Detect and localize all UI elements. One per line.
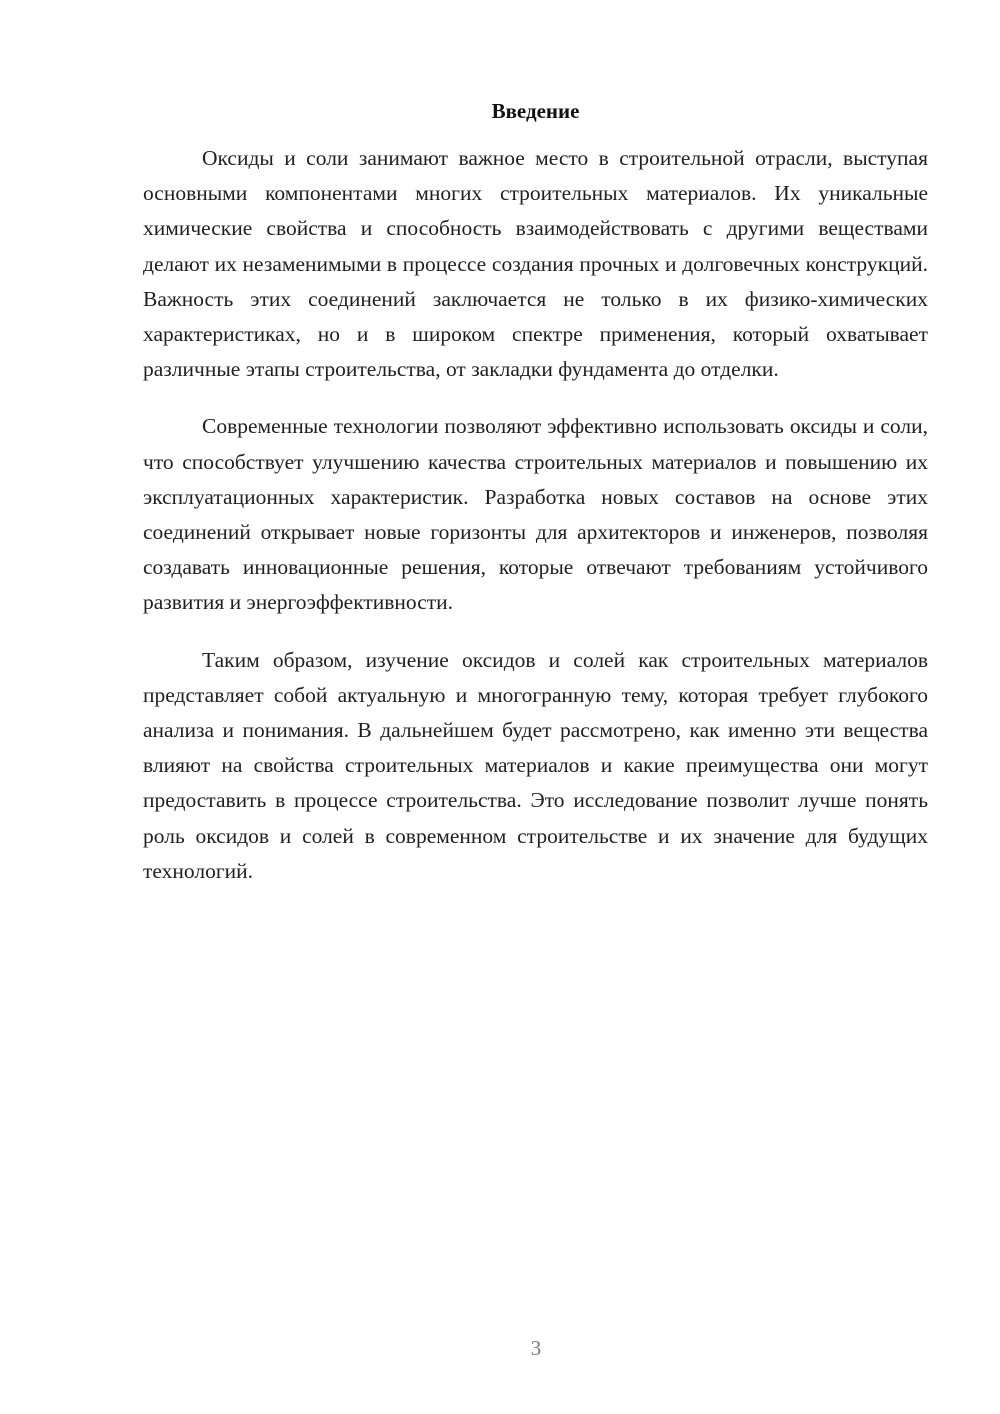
paragraph-3: Таким образом, изучение оксидов и солей как строительных материалов представляет собой актуальную и многогранную тему, которая требует глубокого анализа и понимания. В дальнейшем будет рассмотрено, как именно эти вещества влияют на свойства строительных материалов и какие преимущества они могут предоставить в процессе строительства. Это исследование позволит лучше понять роль оксидов и солей в современном строительстве и их значение для будущих технологий. (143, 647, 928, 883)
page-title: Введение (491, 99, 580, 123)
page-number: 3 (530, 1336, 542, 1360)
paragraph-2: Современные технологии позволяют эффективно использовать оксиды и соли, что способствует улучшению качества строительных материалов и повышению их эксплуатационных характеристик. Разработка новых составов на основе этих соединений открывает новые горизонты для архитекторов и инженеров, позволяя создавать инновационные решения, которые отвечают требованиям устойчивого развития и энергоэффективности. (143, 414, 928, 615)
paragraph-1: Оксиды и соли занимают важное место в строительной отрасли, выступая основными компонентами многих строительных материалов. Их уникальные химические свойства и способность взаимодействовать с другими веществами делают их незаменимыми в процессе создания прочных и долговечных конструкций. Важность этих соединений заключается не только в их физико-химических характеристиках, но и в широком спектре применения, который охватывает различные этапы строительства, от закладки фундамента до отделки. (143, 146, 928, 382)
page-content (143, 96, 928, 911)
